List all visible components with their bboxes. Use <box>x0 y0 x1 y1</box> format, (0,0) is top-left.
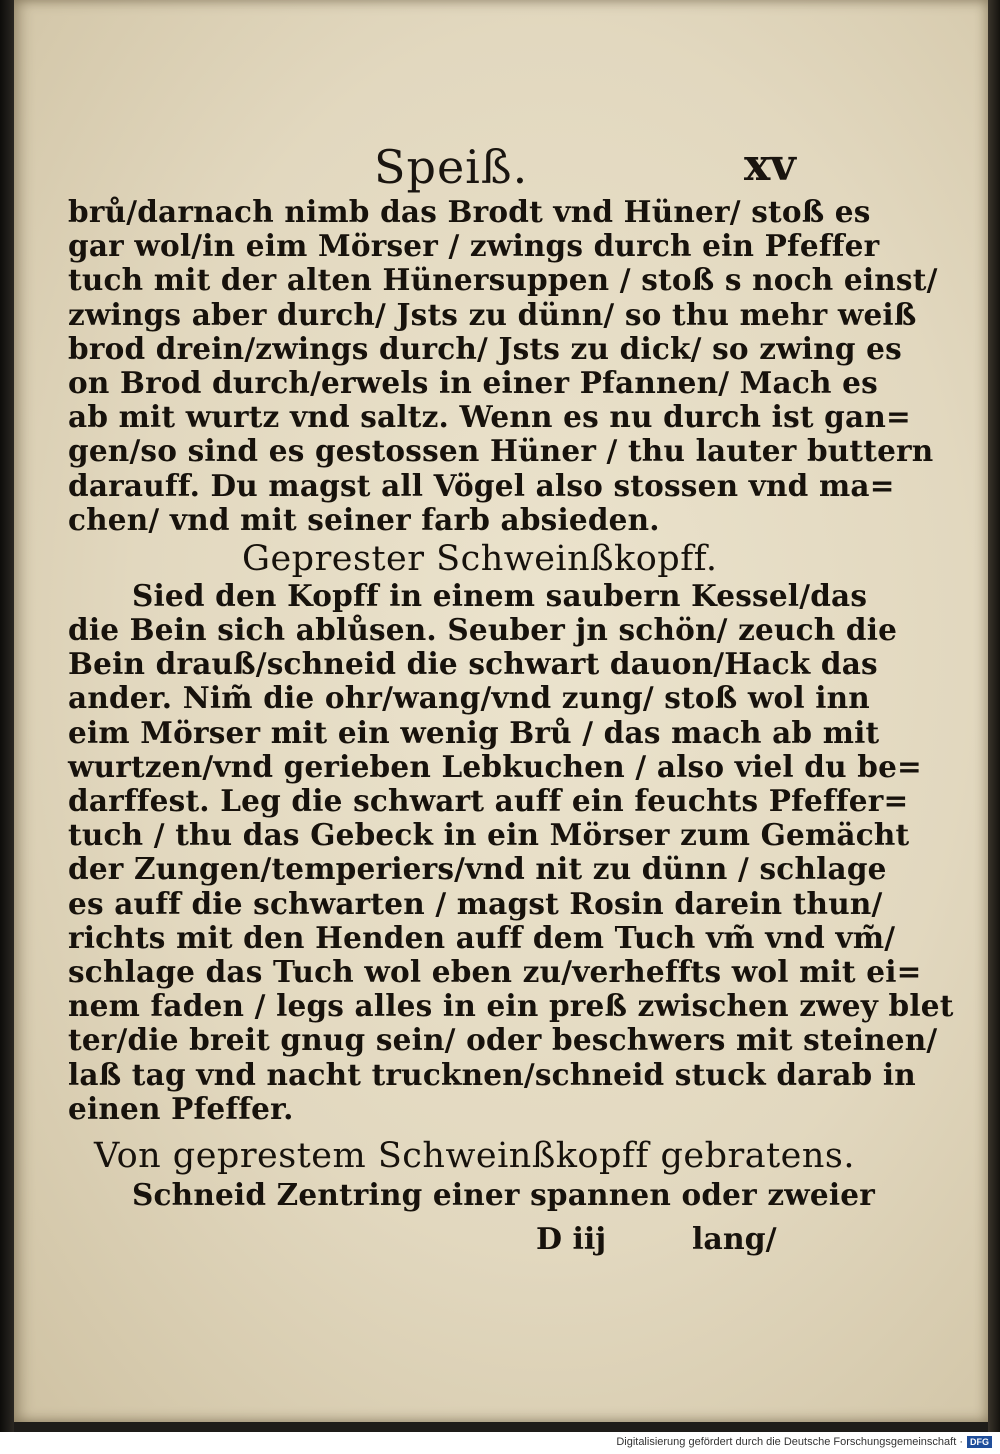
section-heading: Von geprestem Schweinßkopff gebratens. <box>94 1135 855 1176</box>
text-line: einen Pfeffer. <box>68 1090 294 1126</box>
text-line: schlage das Tuch wol eben zu/verheffts wol mit ei= <box>68 953 922 989</box>
text-block <box>68 194 954 1212</box>
running-head: Speiß. <box>374 140 529 194</box>
dfg-logo: DFG <box>967 1436 992 1448</box>
text-line: wurtzen/vnd gerieben Lebkuchen / also viel du be= <box>68 748 922 784</box>
text-line: Schneid Zentring einer spannen oder zweier <box>132 1176 875 1212</box>
section-heading: Geprester Schweinßkopff. <box>242 538 718 579</box>
text-line: darffest. Leg die schwart auff ein feuchts Pfeffer= <box>68 783 909 818</box>
text-line: die Bein sich ablůsen. Seuber jn schön/ zeuch die <box>68 612 898 648</box>
text-line: laß tag vnd nacht trucknen/schneid stuck darab in <box>68 1056 916 1092</box>
catchword: lang/ <box>692 1222 777 1257</box>
text-line: brů/darnach nimb das Brodt vnd Hüner/ stoß es <box>68 194 871 229</box>
page-header <box>14 140 988 200</box>
text-line: chen/ vnd mit seiner farb absieden. <box>68 501 660 537</box>
text-line: gar wol/in eim Mörser / zwings durch ein Pfeffer <box>68 228 880 264</box>
text-line: nem faden / legs alles in ein preß zwischen zwey blet <box>68 988 954 1024</box>
scan-right-edge <box>988 0 1000 1432</box>
text-line: gen/so sind es gestossen Hüner / thu lauter buttern <box>68 433 934 469</box>
folio-number: xv <box>744 140 796 191</box>
text-line: tuch mit der alten Hünersuppen / stoß s noch einst/ <box>68 262 938 298</box>
credit-text: Digitalisierung gefördert durch die Deutsche Forschungsgemeinschaft · <box>616 1436 963 1448</box>
text-line: zwings aber durch/ Jsts zu dünn/ so thu mehr weiß <box>68 296 917 332</box>
text-line: Sied den Kopff in einem saubern Kessel/das <box>132 577 868 613</box>
text-line: eim Mörser mit ein wenig Brů / das mach ab mit <box>68 714 880 750</box>
text-line: tuch / thu das Gebeck in ein Mörser zum Gemächt <box>68 817 910 853</box>
text-line: richts mit den Henden auff dem Tuch vm̃ vnd vm̃/ <box>68 919 896 955</box>
text-line: ander. Nim̃ die ohr/wang/vnd zung/ stoß wol inn <box>68 680 870 716</box>
book-binding-edge <box>0 0 14 1432</box>
text-line: der Zungen/temperiers/vnd nit zu dünn / schlage <box>68 851 887 887</box>
text-line: darauff. Du magst all Vögel also stossen vnd ma= <box>68 467 895 503</box>
digitization-credit <box>616 1436 992 1448</box>
text-line: brod drein/zwings durch/ Jsts zu dick/ so zwing es <box>68 330 902 366</box>
text-line: es auff die schwarten / magst Rosin darein thun/ <box>68 885 883 921</box>
book-page <box>14 0 988 1422</box>
text-line: Bein drauß/schneid die schwart dauon/Hack das <box>68 646 878 682</box>
text-line: ab mit wurtz vnd saltz. Wenn es nu durch ist gan= <box>68 399 911 435</box>
text-line: on Brod durch/erwels in einer Pfannen/ Mach es <box>68 364 878 400</box>
signature-mark: D iij <box>536 1222 607 1257</box>
text-line: ter/die breit gnug sein/ oder beschwers mit steinen/ <box>68 1022 938 1058</box>
